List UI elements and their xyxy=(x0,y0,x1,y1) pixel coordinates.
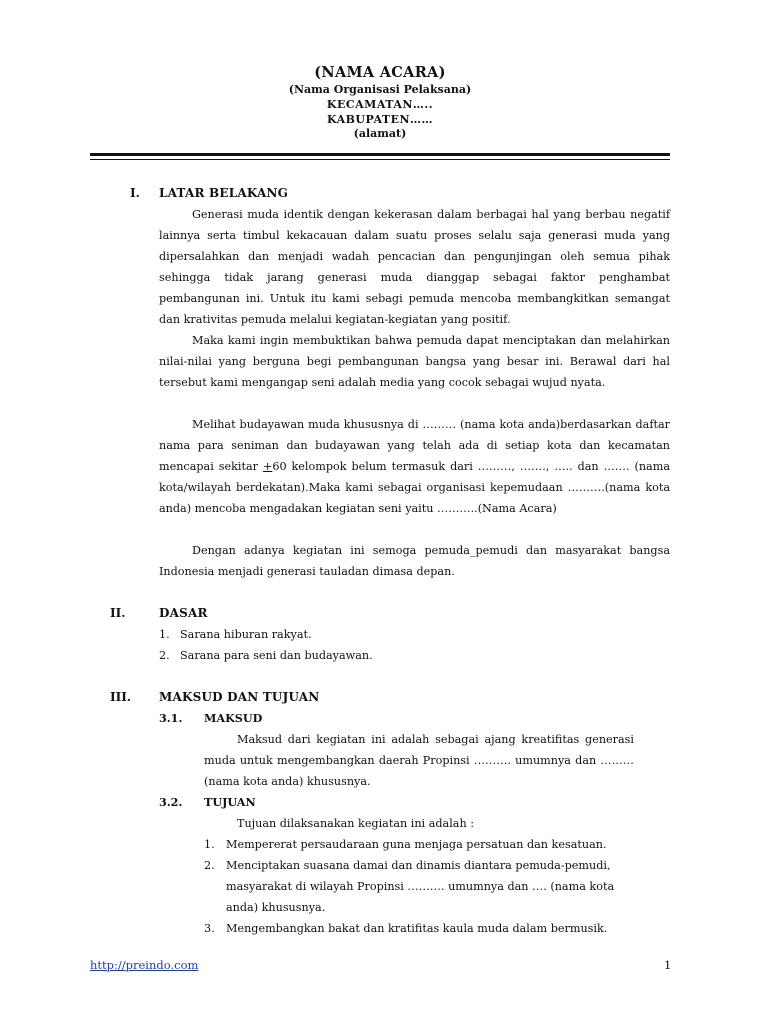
tujuan-title: TUJUAN xyxy=(204,795,256,809)
tujuan-item-text: Mempererat persaudaraan guna menjaga persatuan dan kesatuan. xyxy=(226,838,607,851)
tujuan-item-text: Menciptakan suasana damai dan dinamis diantara pemuda-pemudi, masyarakat di wilayah Propinsi ………. umumnya dan …. (nama kota anda) khususnya. xyxy=(226,859,615,914)
paragraph-2: Maka kami ingin membuktikan bahwa pemuda dapat menciptakan dan melahirkan nilai-nilai yang berguna begi pembangunan bangsa yang besar ini. Berawal dari hal tersebut kami mengangap seni adalah media yang cocok sebagai wujud nyata. xyxy=(159,334,670,389)
tujuan-item-text: Mengembangkan bakat dan kratifitas kaula muda dalam bermusik. xyxy=(226,922,608,935)
dasar-item-text: Sarana para seni dan budayawan. xyxy=(180,649,373,662)
section-2-title: DASAR xyxy=(159,606,208,620)
tujuan-intro: Tujuan dilaksanakan kegiatan ini adalah : xyxy=(237,817,474,830)
tujuan-item-number: 1. xyxy=(204,838,215,851)
dasar-item-number: 2. xyxy=(159,649,170,662)
page-number: 1 xyxy=(664,958,672,972)
organization-name: (Nama Organisasi Pelaksana) xyxy=(288,83,472,96)
maksud-number: 3.1. xyxy=(159,711,183,725)
header-divider-thin xyxy=(90,159,670,160)
tujuan-number: 3.2. xyxy=(159,795,183,809)
section-1-title: LATAR BELAKANG xyxy=(159,186,289,200)
address-line: (alamat) xyxy=(353,127,407,140)
dasar-item-text: Sarana hiburan rakyat. xyxy=(180,628,312,641)
section-2-number: II. xyxy=(110,606,126,620)
paragraph-3-end: 60 kelompok belum termasuk dari ………, ……., ….. dan ……. (nama kota/wilayah berdekatan).Maka kami sebagai organisasi kepemudaan ……….(nama kota anda) mencoba mengadakan kegiatan seni yaitu ………..(Nama Acara) xyxy=(159,460,671,515)
section-1-number: I. xyxy=(130,186,140,200)
kecamatan-line: KECAMATAN….. xyxy=(326,98,434,111)
paragraph-4: Dengan adanya kegiatan ini semoga pemuda_pemudi dan masyarakat bangsa Indonesia menjadi generasi tauladan dimasa depan. xyxy=(159,544,670,578)
maksud-title: MAKSUD xyxy=(204,711,263,725)
event-title: (NAMA ACARA) xyxy=(314,64,446,81)
tujuan-item-number: 3. xyxy=(204,922,215,935)
paragraph-1: Generasi muda identik dengan kekerasan dalam berbagai hal yang berbau negatif lainnya serta timbul kekacauan dalam suatu proses selalu saja generasi muda yang dipersalahkan dan menjadi wadah pencacian dan pengunjingan oleh semua pihak sehingga tidak jarang generasi muda dianggap sebagai faktor penghambat pembangunan ini. Untuk itu kami sebagi pemuda mencoba membangkitkan semangat dan krativitas pemuda melalui kegiatan-kegiatan yang positif. xyxy=(159,208,670,326)
kabupaten-line: KABUPATEN…… xyxy=(326,113,434,126)
dasar-item-number: 1. xyxy=(159,628,170,641)
paragraph-3 xyxy=(159,414,670,519)
plus-minus-sign: + xyxy=(262,460,273,473)
header-divider-thick xyxy=(90,153,670,156)
tujuan-item-number: 2. xyxy=(204,859,215,872)
maksud-paragraph: Maksud dari kegiatan ini adalah sebagai ajang kreatifitas generasi muda untuk mengembangkan daerah Propinsi ………. umumnya dan ………(nama kota anda) khususnya. xyxy=(204,733,634,788)
footer-website-link[interactable]: http://preindo.com xyxy=(90,958,199,972)
paragraph-3-start: Melihat budayawan muda khususnya di ……… (nama kota anda)berdasarkan daftar nama para seniman dan budayawan yang telah ada di setiap kota dan kecamatan mencapai sekitar xyxy=(159,418,670,473)
section-3-title: MAKSUD DAN TUJUAN xyxy=(159,690,320,704)
section-3-number: III. xyxy=(110,690,132,704)
